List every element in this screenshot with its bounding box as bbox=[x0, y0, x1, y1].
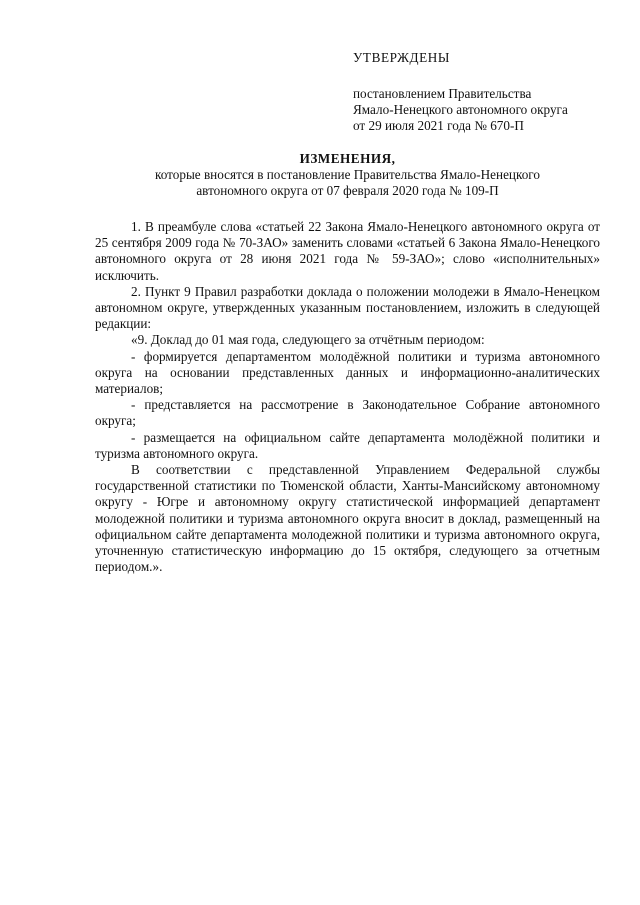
paragraph-4: - формируется департаментом молодёжной политики и туризма автономного округа на основании представленных данных и информационно-аналитических материалов; bbox=[95, 348, 600, 397]
title-line-2: автономного округа от 07 февраля 2020 года № 109-П bbox=[196, 183, 499, 198]
approval-block bbox=[353, 50, 633, 134]
paragraph-1: 1. В преамбуле слова «статьей 22 Закона Ямало-Ненецкого автономного округа от 25 сентября 2009 года № 70-ЗАО» заменить словами «статьей 6 Закона Ямало-Ненецкого автономного округа от 28 июня 2021 года № 59-ЗАО»; слово «исполнительных» исключить. bbox=[95, 219, 600, 283]
title-heading: ИЗМЕНЕНИЯ, bbox=[299, 151, 396, 166]
approved-title: УТВЕРЖДЕНЫ bbox=[353, 50, 451, 65]
document-title bbox=[95, 151, 600, 199]
paragraph-3: «9. Доклад до 01 мая года, следующего за отчётным периодом: bbox=[131, 332, 485, 348]
paragraph-7: В соответствии с представленной Управлением Федеральной службы государственной статистики по Тюменской области, Ханты-Мансийскому автономному округу - Югре и автономному округу статистической информацией департамент молодежной политики и туризма автономного округа вносит в доклад, размещенный на официальном сайте департамента молодежной политики и туризма автономного округа, уточненную статистическую информацию до 15 октября, следующего за отчетным периодом.». bbox=[95, 462, 600, 575]
document-body bbox=[95, 219, 600, 575]
approval-line-2: Ямало-Ненецкого автономного округа bbox=[353, 102, 568, 117]
approval-line-1: постановлением Правительства bbox=[353, 86, 532, 101]
approval-line-3: от 29 июля 2021 года № 670-П bbox=[353, 118, 524, 133]
paragraph-6: - размещается на официальном сайте департамента молодёжной политики и туризма автономного округа. bbox=[95, 429, 600, 461]
paragraph-2: 2. Пункт 9 Правил разработки доклада о положении молодежи в Ямало-Ненецком автономном округе, утвержденных указанным постановлением, изложить в следующей редакции: bbox=[95, 283, 600, 332]
paragraph-5: - представляется на рассмотрение в Законодательное Собрание автономного округа; bbox=[95, 397, 600, 429]
title-line-1: которые вносятся в постановление Правительства Ямало-Ненецкого bbox=[155, 167, 540, 182]
